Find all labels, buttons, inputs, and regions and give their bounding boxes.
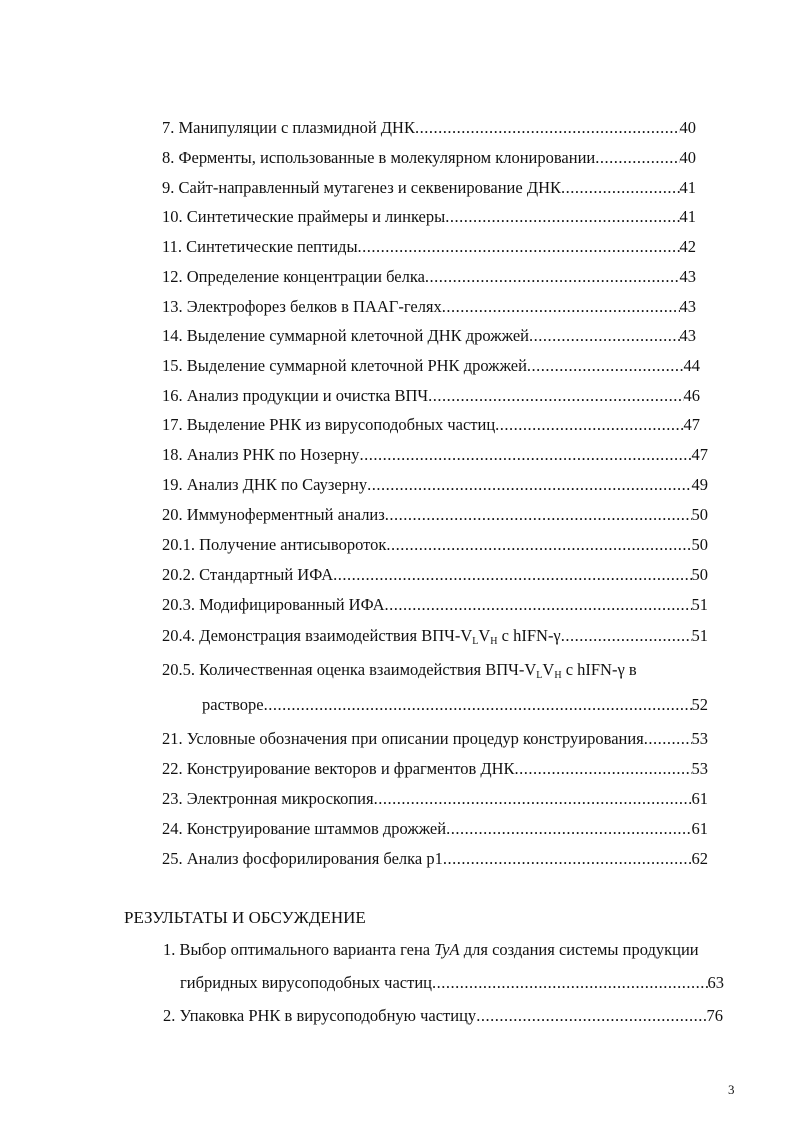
- toc-page-number: 46: [683, 386, 700, 405]
- toc-page-number: 50: [691, 565, 708, 584]
- toc-entry-continuation: гибридных вирусоподобных частиц ..... 63: [180, 973, 724, 993]
- toc-page-number: 49: [691, 475, 708, 494]
- toc-entry: 20.3. Модифицированный ИФА ..... 51: [162, 595, 708, 615]
- section-heading: РЕЗУЛЬТАТЫ И ОБСУЖДЕНИЕ: [124, 908, 366, 927]
- toc-page-number: 51: [691, 595, 708, 614]
- toc-entry: 24. Конструирование штаммов дрожжей ..... 61: [162, 819, 708, 839]
- toc-page-number: 43: [679, 267, 696, 286]
- toc-entry: 20. Иммуноферментный анализ ..... 50: [162, 505, 708, 525]
- toc-entry: 11. Синтетические пептиды ..... 42: [162, 237, 696, 257]
- toc-page-number: 76: [706, 1006, 723, 1025]
- toc-page-number: 50: [691, 535, 708, 554]
- toc-page-number: 52: [691, 695, 708, 714]
- toc-entry-continuation: растворе ..... 52: [202, 695, 708, 715]
- toc-page-number: 47: [683, 415, 700, 434]
- toc-page-number: 43: [679, 297, 696, 316]
- toc-page-number: 62: [691, 849, 708, 868]
- toc-entry: 23. Электронная микроскопия ..... 61: [162, 789, 708, 809]
- toc-entry: 25. Анализ фосфорилирования белка p1 ..... 62: [162, 849, 708, 869]
- toc-entry: 2. Упаковка РНК в вирусоподобную частицу ..... 76: [163, 1006, 723, 1026]
- toc-entry: 7. Манипуляции с плазмидной ДНК ..... 40: [162, 118, 696, 138]
- toc-page-number: 63: [707, 973, 724, 992]
- toc-page-number: 42: [679, 237, 696, 256]
- toc-entry: 18. Анализ РНК по Нозерну ..... 47: [162, 445, 708, 465]
- page-number: 3: [728, 1082, 735, 1097]
- toc-page-number: 40: [679, 118, 696, 137]
- toc-entry: 8. Ферменты, использованные в молекулярном клонировании ..... 40: [162, 148, 696, 168]
- toc-entry: 13. Электрофорез белков в ПААГ-гелях ..... 43: [162, 297, 696, 317]
- toc-entry: 9. Сайт-направленный мутагенез и секвенирование ДНК ..... 41: [162, 178, 696, 198]
- toc-entry: 14. Выделение суммарной клеточной ДНК дрожжей ..... 43: [162, 326, 696, 346]
- toc-entry: 21. Условные обозначения при описании процедур конструирования ..... 53: [162, 729, 708, 749]
- toc-entry: 20.1. Получение антисывороток ..... 50: [162, 535, 708, 555]
- toc-page-number: 61: [691, 819, 708, 838]
- toc-entry: 20.2. Стандартный ИФА ..... 50: [162, 565, 708, 585]
- toc-page-number: 61: [691, 789, 708, 808]
- toc-entry-multiline: 1. Выбор оптимального варианта гена TyA для создания системы продукции: [163, 940, 699, 959]
- toc-entry: 17. Выделение РНК из вирусоподобных частиц ..... 47: [162, 415, 700, 435]
- toc-entry-multiline: 20.5. Количественная оценка взаимодействия ВПЧ-$V_LV_H$ с hIFN-γ в: [162, 660, 637, 681]
- toc-page-number: 44: [683, 356, 700, 375]
- toc-page-number: 50: [691, 505, 708, 524]
- toc-page-number: 47: [691, 445, 708, 464]
- toc-entry: 15. Выделение суммарной клеточной РНК дрожжей ..... 44: [162, 356, 700, 376]
- toc-page-number: 51: [691, 626, 708, 645]
- toc-page-number: 53: [691, 759, 708, 778]
- toc-entry: 16. Анализ продукции и очистка ВПЧ ..... 46: [162, 386, 700, 406]
- toc-entry: 10. Синтетические праймеры и линкеры ..... 41: [162, 207, 696, 227]
- toc-entry: 20.4. Демонстрация взаимодействия ВПЧ-$V_LV_H$ с hIFN-γ ..... 51: [162, 626, 708, 646]
- toc-page-number: 41: [679, 207, 696, 226]
- toc-page-number: 41: [679, 178, 696, 197]
- toc-entry: 22. Конструирование векторов и фрагментов ДНК ..... 53: [162, 759, 708, 779]
- toc-entry: 19. Анализ ДНК по Саузерну ..... 49: [162, 475, 708, 495]
- toc-page-number: 53: [691, 729, 708, 748]
- toc-page-number: 43: [679, 326, 696, 345]
- toc-page-number: 40: [679, 148, 696, 167]
- toc-entry: 12. Определение концентрации белка ..... 43: [162, 267, 696, 287]
